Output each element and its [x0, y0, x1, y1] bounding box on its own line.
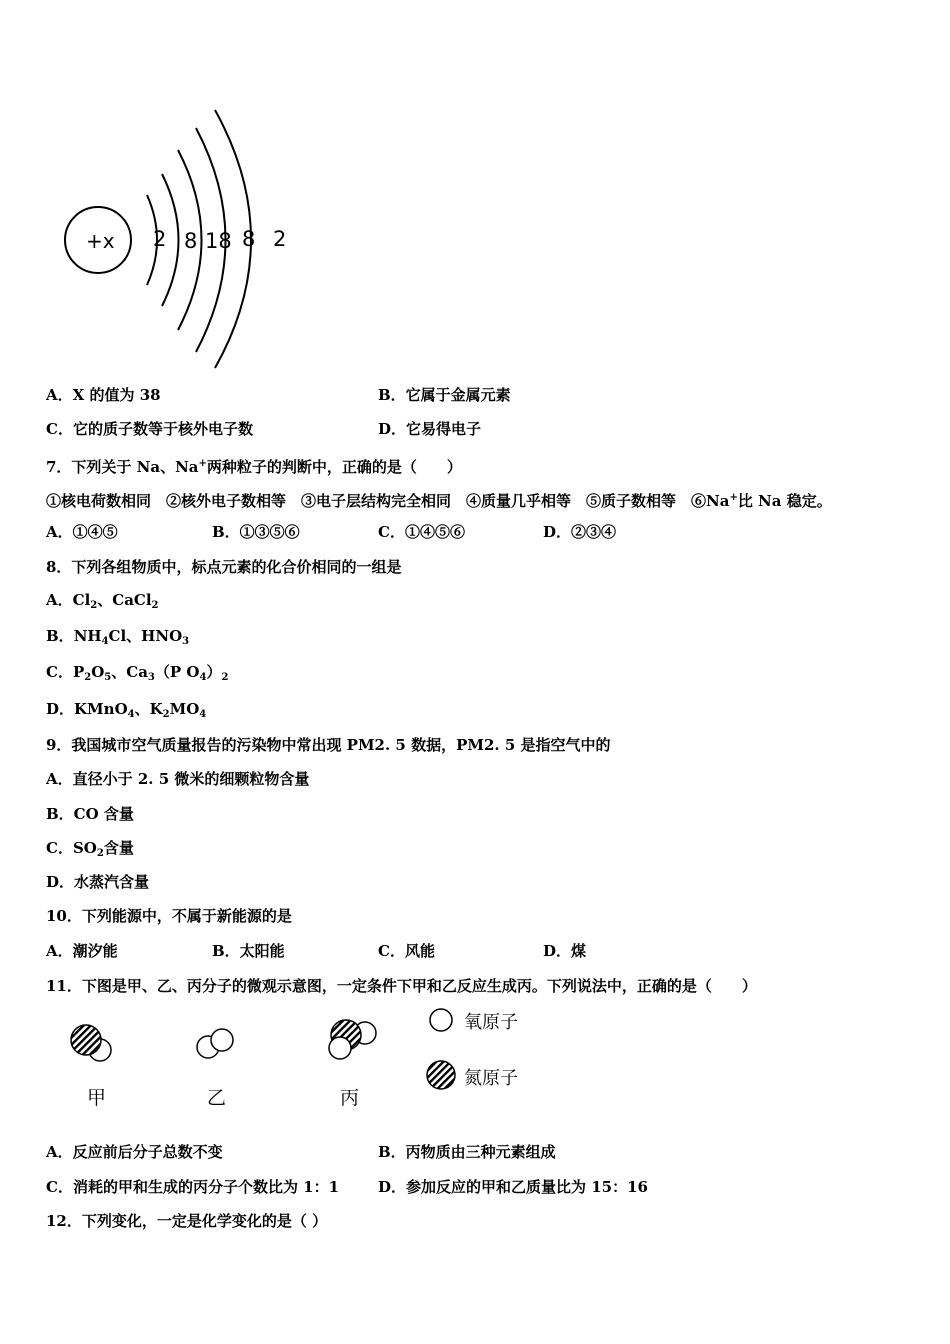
- q11-stem: 11．下图是甲、乙、丙分子的微观示意图，一定条件下甲和乙反应生成丙。下列说法中，正确的是（ ）: [46, 977, 757, 995]
- q8-option-c-label: C．: [46, 663, 73, 681]
- q8-option-d: D．KMnO$_4$、$K_2MO_4$: [46, 700, 207, 720]
- q8-option-a-label: A．: [46, 591, 73, 609]
- q8-option-b: B．$NH_4Cl$、$HNO_3$: [46, 627, 190, 647]
- q7-option-c: C．①④⑤⑥: [378, 523, 465, 541]
- jia-nitrogen-atom: [71, 1025, 101, 1055]
- q8-option-a: A．$Cl_2$、CaCl$_2$: [46, 591, 159, 611]
- q7-items-sup: +: [729, 492, 738, 503]
- q10-option-a: A．潮汐能: [46, 942, 118, 960]
- q9-option-a: A．直径小于 2. 5 微米的细颗粒物含量: [46, 770, 310, 788]
- legend-nitrogen-label: 氮原子: [464, 1068, 518, 1089]
- q6-option-d: D．它易得电子: [378, 420, 482, 438]
- q10-option-d: D．煤: [543, 942, 587, 960]
- q11-option-a: A．反应前后分子总数不变: [46, 1143, 223, 1161]
- q9-option-d: D．水蒸汽含量: [46, 873, 150, 891]
- q9-stem: 9．我国城市空气质量报告的污染物中常出现 PM2. 5 数据，PM2. 5 是指空气中的: [46, 736, 611, 754]
- shell-count-3: 18: [205, 229, 232, 253]
- q7-option-b: B．①③⑤⑥: [212, 523, 300, 541]
- shell-count-4: 8: [242, 227, 256, 251]
- legend-oxygen-icon: [430, 1009, 452, 1031]
- bing-oxygen-atom-2: [329, 1037, 351, 1059]
- shell-count-1: 2: [153, 227, 167, 251]
- nucleus-label: +x: [86, 229, 115, 253]
- shell-count-5: 2: [273, 227, 287, 251]
- q9-option-c-before: C．SO: [46, 839, 97, 857]
- q6-option-c: C．它的质子数等于核外电子数: [46, 420, 253, 438]
- q11-option-c: C．消耗的甲和生成的丙分子个数比为 1：1: [46, 1178, 340, 1196]
- q8-option-b-label: B．: [46, 627, 74, 645]
- q6-option-a: A．X 的值为 38: [46, 386, 161, 404]
- q7-items-after: 比 Na 稳定。: [737, 492, 832, 510]
- q7-stem-sup: +: [198, 458, 207, 469]
- q11-option-d: D．参加反应的甲和乙质量比为 15：16: [378, 1178, 648, 1196]
- legend-nitrogen-icon: [427, 1061, 455, 1089]
- q6-option-b: B．它属于金属元素: [378, 386, 511, 404]
- yi-oxygen-atom-2: [211, 1029, 233, 1051]
- q12-stem: 12．下列变化，一定是化学变化的是（ ）: [46, 1212, 328, 1230]
- q10-option-b: B．太阳能: [212, 942, 285, 960]
- q9-option-c-sub: 2: [96, 848, 104, 859]
- q10-stem: 10．下列能源中，不属于新能源的是: [46, 907, 292, 925]
- legend-oxygen-label: 氧原子: [464, 1012, 518, 1033]
- shell-count-2: 8: [184, 229, 198, 253]
- q7-stem: [46, 454, 462, 477]
- q9-option-b: B．CO 含量: [46, 805, 134, 823]
- molecule-label-jia: 甲: [87, 1087, 107, 1109]
- q11-option-b: B．丙物质由三种元素组成: [378, 1143, 556, 1161]
- q7-option-d: D．②③④: [543, 523, 617, 541]
- q7-stem-before: 7．下列关于 Na、Na: [46, 458, 199, 476]
- q8-option-c: C．$P_2O_5$、$Ca_3(P$ $O_4)_2$: [46, 663, 229, 683]
- molecule-label-bing: 丙: [340, 1087, 360, 1109]
- q7-items-before: ①核电荷数相同 ②核外电子数相等 ③电子层结构完全相同 ④质量几乎相等 ⑤质子数相等 ⑥Na: [46, 492, 730, 510]
- q7-stem-after: 两种粒子的判断中，正确的是（ ）: [206, 458, 462, 476]
- q9-option-c: [46, 838, 134, 864]
- q7-option-a: A．①④⑤: [46, 523, 118, 541]
- q9-option-c-after: 含量: [103, 839, 134, 857]
- q8-option-d-label: D．: [46, 700, 75, 718]
- molecule-label-yi: 乙: [207, 1087, 227, 1109]
- q8-stem: 8．下列各组物质中，标点元素的化合价相同的一组是: [46, 558, 402, 576]
- q10-option-c: C．风能: [378, 942, 435, 960]
- q7-items: [46, 488, 832, 511]
